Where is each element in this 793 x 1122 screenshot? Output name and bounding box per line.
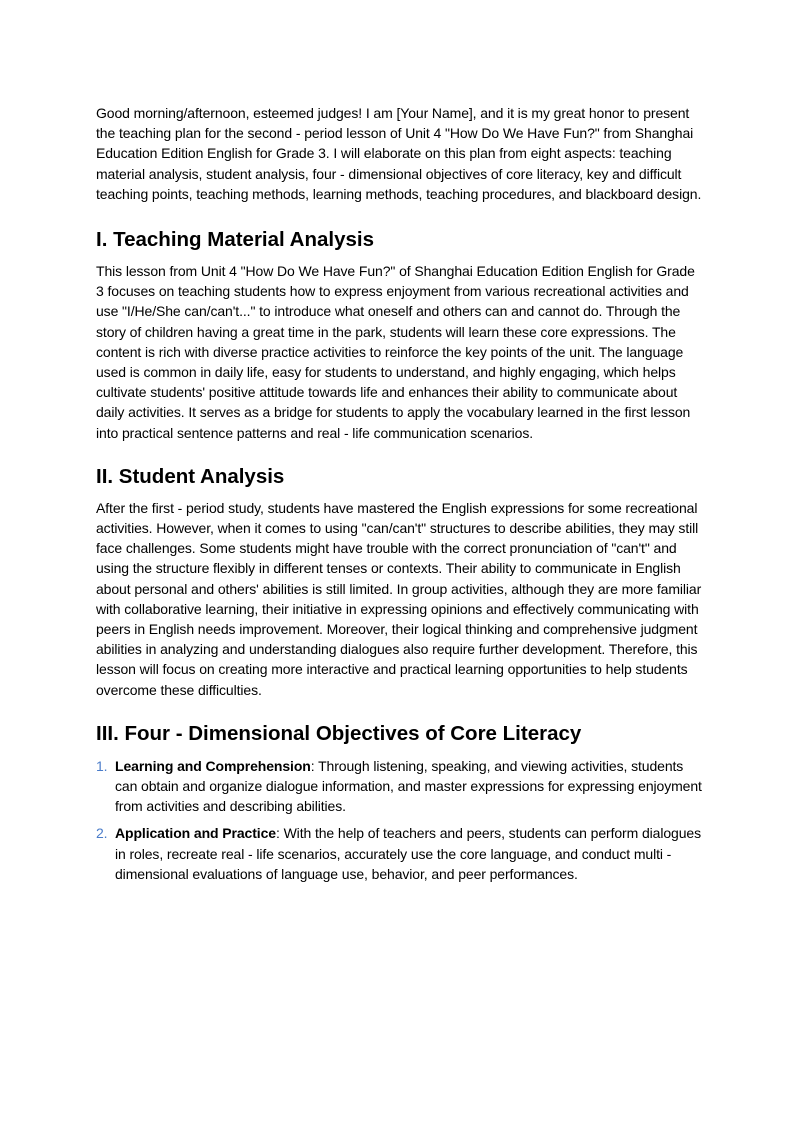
list-item-term: Application and Practice: [115, 825, 276, 842]
heading-teaching-material-analysis: I. Teaching Material Analysis: [96, 228, 374, 252]
list-item: [96, 756, 706, 817]
list-item-text: : Through listening, speaking, and viewing activities, students can obtain and organize dialogue information, and master expressions for expressing enjoyment from activities and describing abilities.: [115, 757, 702, 815]
objectives-list: [96, 756, 706, 884]
list-number: 2.: [96, 825, 108, 842]
teaching-material-analysis-paragraph: This lesson from Unit 4 "How Do We Have Fun?" of Shanghai Education Edition English for Grade 3 focuses on teaching students how to express enjoyment from various recreational activities and use "I/He/She can/can't..." to introduce what oneself and others can and cannot do. Through the story of children having a great time in the park, students will learn these core expressions. The content is rich with diverse practice activities to reinforce the key points of the unit. The language used is common in daily life, easy for students to understand, and highly engaging, which helps cultivate students' positive attitude towards life and enhances their ability to communicate about daily activities. It serves as a bridge for students to apply the vocabulary learned in the first lesson into practical sentence patterns and real - life communication scenarios.: [96, 263, 695, 441]
document-page: [96, 103, 706, 891]
list-item: [96, 823, 706, 884]
heading-student-analysis: II. Student Analysis: [96, 464, 285, 488]
student-analysis-paragraph: After the first - period study, students have mastered the English expressions for some recreational activities. However, when it comes to using "can/can't" structures to describe abilities, they may still face challenges. Some students might have trouble with the correct pronunciation of "can't" and using the structure flexibly in different tenses or contexts. Their ability to communicate in English about personal and others' abilities is still limited. In group activities, although they are more familiar with collaborative learning, their initiative in expressing opinions and effectively communicating with peers in English needs improvement. Moreover, their logical thinking and comprehensive judgment abilities in analyzing and understanding dialogues also require further development. Therefore, this lesson will focus on creating more interactive and practical learning opportunities to help students overcome these difficulties.: [96, 499, 702, 698]
heading-core-literacy-objectives: III. Four - Dimensional Objectives of Core Literacy: [96, 721, 582, 745]
list-item-text: : With the help of teachers and peers, students can perform dialogues in roles, recreate real - life scenarios, accurately use the core language, and conduct multi - dimensional evaluations of language use, behavior, and peer performances.: [115, 825, 702, 882]
intro-paragraph: Good morning/afternoon, esteemed judges! I am [Your Name], and it is my great honor to present the teaching plan for the second - period lesson of Unit 4 "How Do We Have Fun?" from Shanghai Education Edition English for Grade 3. I will elaborate on this plan from eight aspects: teaching material analysis, student analysis, four - dimensional objectives of core literacy, key and difficult teaching points, teaching methods, learning methods, teaching procedures, and blackboard design.: [96, 105, 702, 202]
list-item-term: Learning and Comprehension: [115, 757, 311, 774]
list-number: 1.: [96, 757, 108, 774]
